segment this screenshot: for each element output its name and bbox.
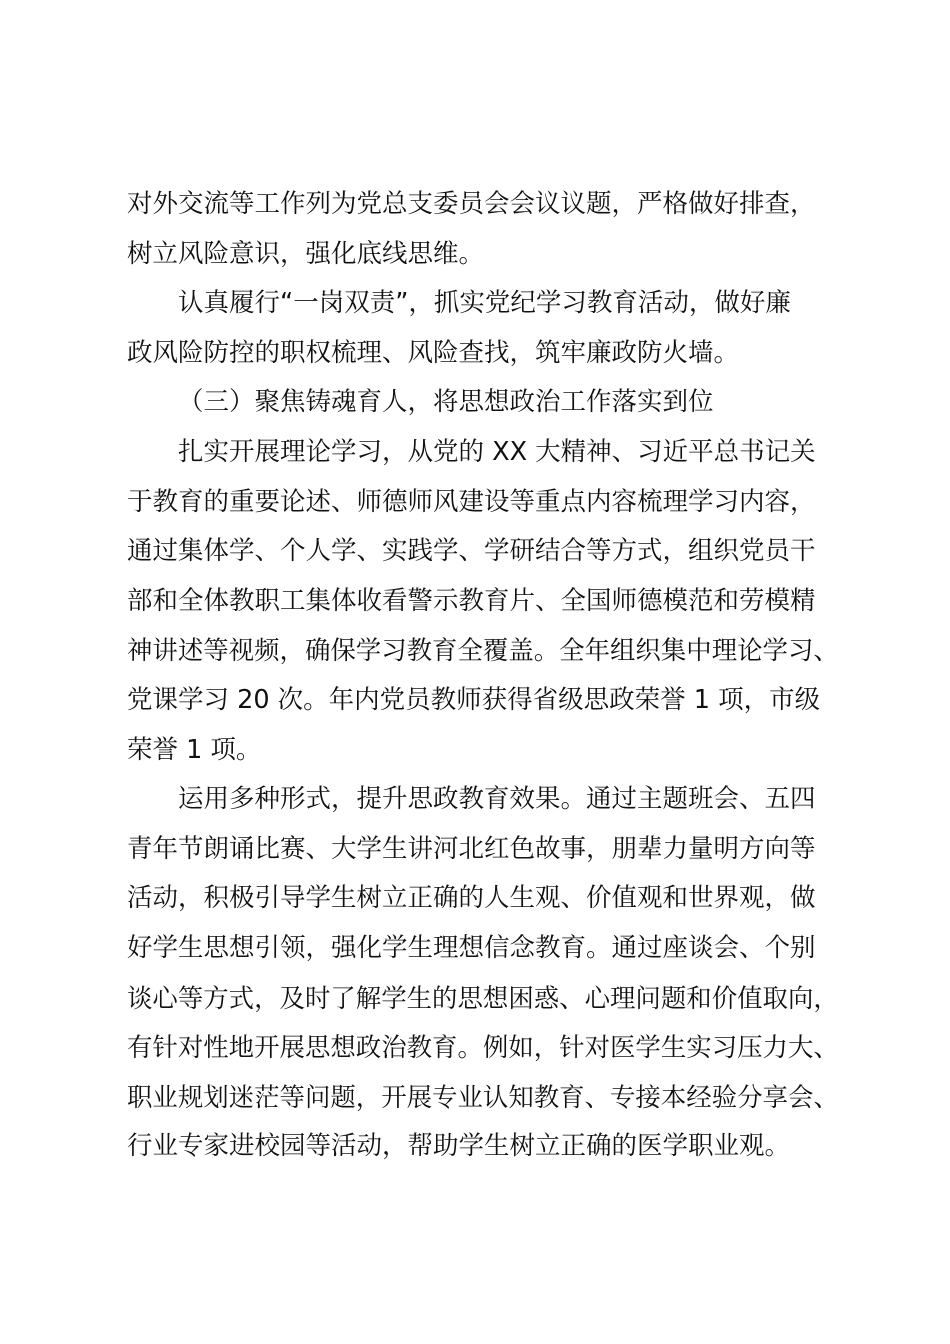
section-heading [127, 378, 839, 428]
text-line: 对外交流等工作列为党总支委员会会议议题，严格做好排查， [127, 189, 816, 219]
text-line: 神讲述等视频，确保学习教育全覆盖。全年组织集中理论学习、 [127, 635, 839, 666]
text-line: 荣誉 1 项。 [127, 734, 262, 765]
text-line: 有针对性地开展思想政治教育。例如，针对医学生实习压力大、 [127, 1032, 839, 1063]
text-line: 谈心等方式，及时了解学生的思想困惑、心理问题和价值取向， [127, 982, 839, 1013]
text-line: 青年节朗诵比赛、大学生讲河北红色故事，朋辈力量明方向等 [127, 833, 816, 864]
text-line: 政风险防控的职权梳理、风险查找，筑牢廉政防火墙。 [127, 337, 740, 368]
text-line: 党课学习 20 次。年内党员教师获得省级思政荣誉 1 项，市级 [127, 684, 821, 715]
paragraph-integrity [127, 279, 839, 378]
paragraph-ideological-education [127, 775, 839, 1172]
text-line: 行业专家进校园等活动，帮助学生树立正确的医学职业观。 [127, 1131, 791, 1162]
text-line: 通过集体学、个人学、实践学、学研结合等方式，组织党员干 [127, 536, 816, 567]
text-line: 职业规划迷茫等问题，开展专业认知教育、专接本经验分享会、 [127, 1081, 839, 1112]
text-line: 活动，积极引导学生树立正确的人生观、价值观和世界观，做 [127, 883, 816, 914]
document-body [127, 180, 839, 1172]
heading-line: （三）聚焦铸魂育人，将思想政治工作落实到位 [178, 387, 714, 418]
text-line: 部和全体教职工集体收看警示教育片、全国师德模范和劳模精 [127, 585, 816, 616]
paragraph-continuation [127, 180, 839, 279]
text-line: 认真履行“一岗双责”，抓实党纪学习教育活动，做好廉 [178, 288, 791, 319]
text-line: 树立风险意识，强化底线思维。 [127, 238, 485, 269]
paragraph-theory-study [127, 428, 839, 775]
text-line: 于教育的重要论述、师德师风建设等重点内容梳理学习内容， [127, 486, 816, 517]
text-line: 扎实开展理论学习，从党的 XX 大精神、习近平总书记关 [178, 436, 816, 467]
text-line: 运用多种形式，提升思政教育效果。通过主题班会、五四 [178, 784, 816, 815]
text-line: 好学生思想引领，强化学生理想信念教育。通过座谈会、个别 [127, 932, 816, 963]
